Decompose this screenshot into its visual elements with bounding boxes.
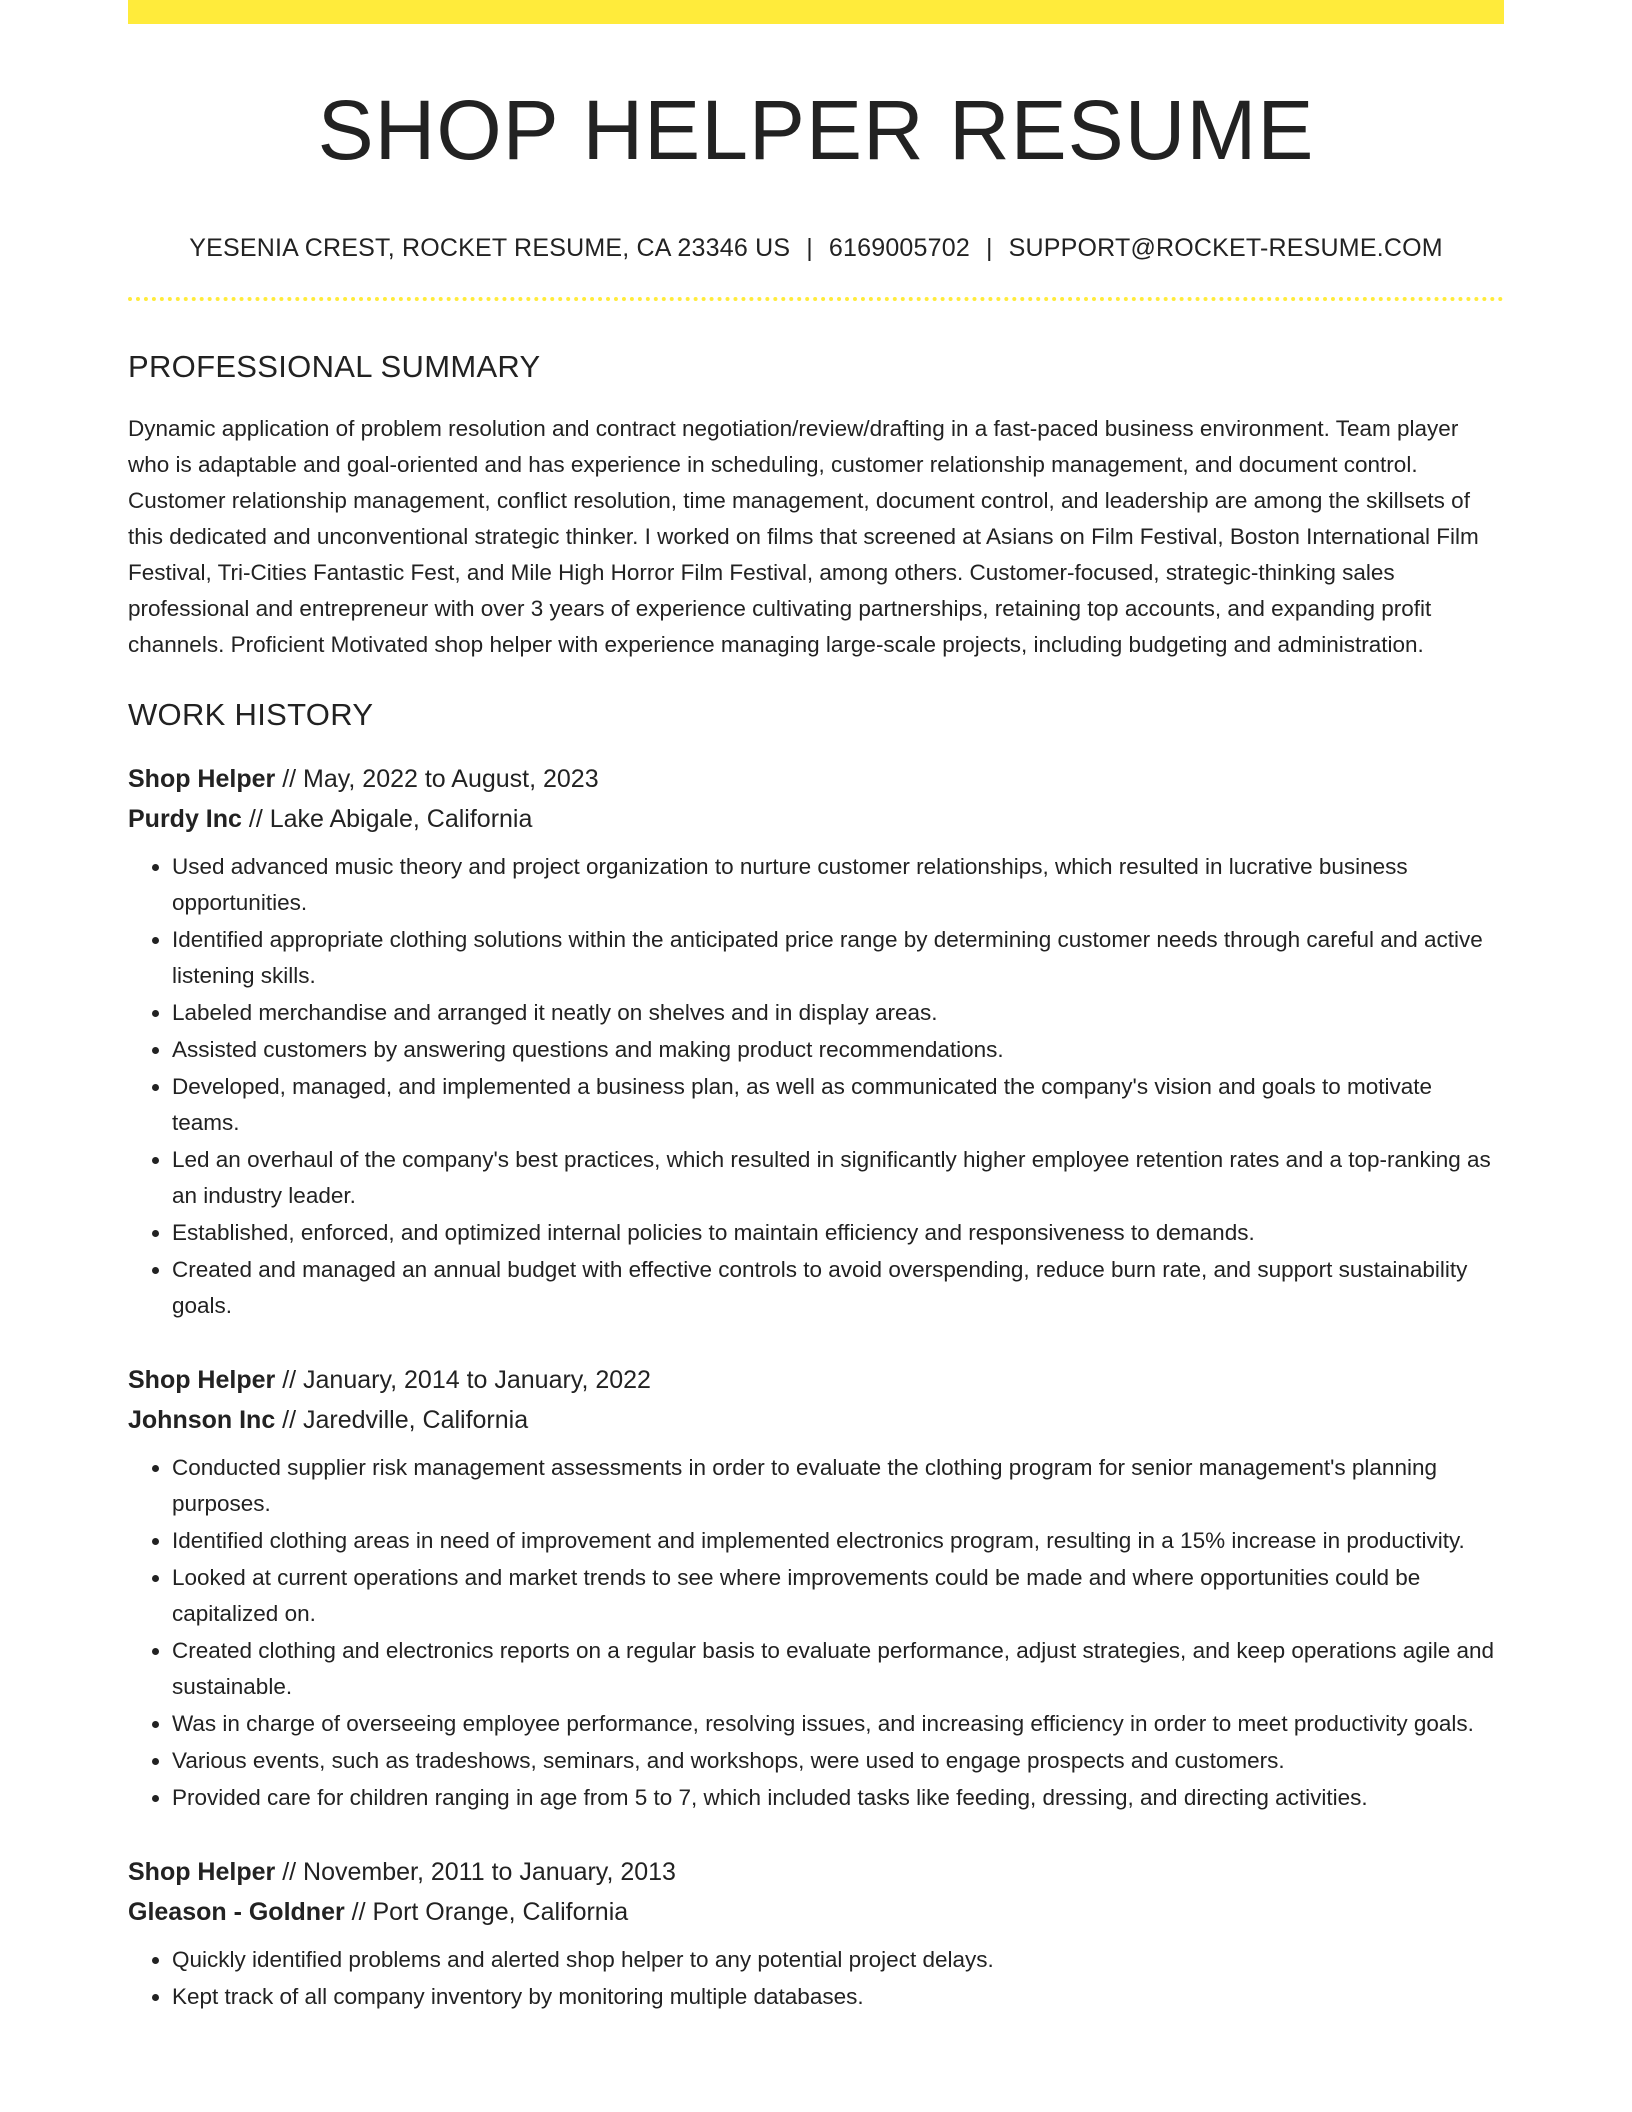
job-bullet: • Identified clothing areas in need of improvement and implemented electronics program, resulting in a 15% increase in productivity. [172,1523,1504,1559]
dotted-divider [128,297,1504,301]
accent-top-bar [128,0,1504,24]
job-bullet: • Used advanced music theory and project organization to nurture customer relationships, which resulted in lucrative business opportunities. [172,849,1504,921]
job-title: Shop Helper [128,1366,276,1395]
job-bullet: • Provided care for children ranging in age from 5 to 7, which included tasks like feeding, dressing, and directing activities. [172,1780,1504,1816]
job-entry [128,1852,1504,2015]
job-company-line [128,1400,1504,1440]
job-bullet: • Created and managed an annual budget with effective controls to avoid overspending, reduce burn rate, and support sustainability goals. [172,1252,1504,1324]
job-title-line [128,1852,1504,1892]
summary-heading: PROFESSIONAL SUMMARY [128,349,541,385]
contact-email: SUPPORT@ROCKET-RESUME.COM [1008,234,1443,263]
job-title: Shop Helper [128,765,276,794]
contact-line [128,234,1504,263]
job-location: // Jaredville, California [275,1406,529,1435]
contact-phone: 6169005702 [828,234,970,263]
job-bullet: • Was in charge of overseeing employee performance, resolving issues, and increasing efficiency in order to meet productivity goals. [172,1706,1504,1742]
resume-title: SHOP HELPER RESUME [317,83,1315,177]
job-bullets [128,1942,1504,2015]
summary-text: Dynamic application of problem resolution and contract negotiation/review/drafting in a fast-paced business environment. Team player who is adaptable and goal-oriented and has experience in scheduling, customer relationship management, and document control. Customer relationship management, conflict resolution, time management, document control, and leadership are among the skillsets of this dedicated and unconventional strategic thinker. I worked on films that screened at Asians on Film Festival, Boston International Film Festival, Tri-Cities Fantastic Fest, and Mile High Horror Film Festival, among others. Customer-focused, strategic-thinking sales professional and entrepreneur with over 3 years of experience cultivating partnerships, retaining top accounts, and expanding profit channels. Proficient Motivated shop helper with experience managing large-scale projects, including budgeting and administration. [128,416,1479,658]
job-location: // Port Orange, California [344,1898,629,1927]
job-title-line [128,1360,1504,1400]
job-bullets [128,1450,1504,1816]
job-bullet: • Assisted customers by answering questions and making product recommendations. [172,1032,1504,1068]
resume-page [128,0,1504,2016]
job-company: Gleason - Goldner [128,1898,345,1927]
job-bullet: • Created clothing and electronics reports on a regular basis to evaluate performance, adjust strategies, and keep operations agile and sustainable. [172,1633,1504,1705]
work-history-heading: WORK HISTORY [128,697,374,733]
contact-separator: | [806,234,813,263]
contact-separator: | [985,234,993,263]
contact-address: YESENIA CREST, ROCKET RESUME, CA 23346 US [189,234,791,263]
job-title: Shop Helper [128,1858,276,1887]
job-company-line [128,1892,1504,1932]
job-bullet: • Developed, managed, and implemented a business plan, as well as communicated the company's vision and goals to motivate teams. [172,1069,1504,1141]
job-title-line [128,759,1504,799]
job-dates: // May, 2022 to August, 2023 [275,765,599,794]
job-bullet: • Led an overhaul of the company's best practices, which resulted in significantly higher employee retention rates and a top-ranking as an industry leader. [172,1142,1504,1214]
job-bullet: • Established, enforced, and optimized internal policies to maintain efficiency and responsiveness to demands. [172,1215,1504,1251]
job-bullet: • Looked at current operations and market trends to see where improvements could be made and where opportunities could be capitalized on. [172,1560,1504,1632]
job-location: // Lake Abigale, California [241,805,533,834]
job-bullet: • Kept track of all company inventory by monitoring multiple databases. [172,1979,1504,2015]
job-bullet: • Various events, such as tradeshows, seminars, and workshops, were used to engage prospects and customers. [172,1743,1504,1779]
job-bullets [128,849,1504,1324]
job-company: Johnson Inc [128,1406,276,1435]
job-company-line [128,799,1504,839]
job-entry [128,1360,1504,1816]
job-dates: // November, 2011 to January, 2013 [275,1858,676,1887]
job-bullet: • Conducted supplier risk management assessments in order to evaluate the clothing program for senior management's planning purposes. [172,1450,1504,1522]
job-bullet: • Identified appropriate clothing solutions within the anticipated price range by determining customer needs through careful and active listening skills. [172,922,1504,994]
job-entry [128,759,1504,1324]
job-dates: // January, 2014 to January, 2022 [275,1366,651,1395]
job-company: Purdy Inc [128,805,242,834]
job-bullet: • Labeled merchandise and arranged it neatly on shelves and in display areas. [172,995,1504,1031]
job-bullet: • Quickly identified problems and alerted shop helper to any potential project delays. [172,1942,1504,1978]
